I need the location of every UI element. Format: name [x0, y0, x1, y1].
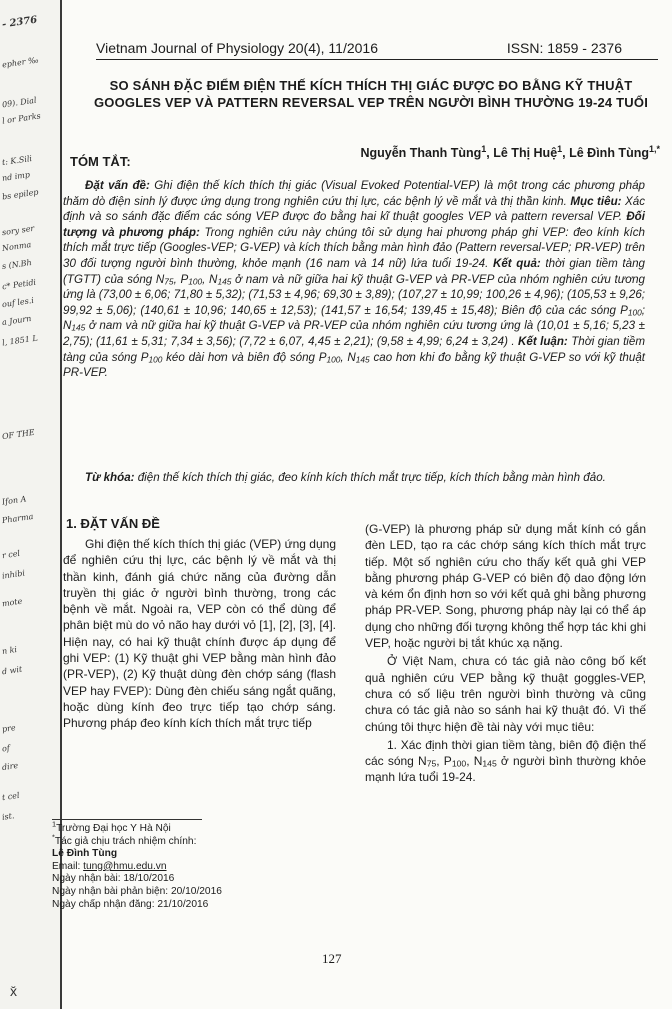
- issn: ISSN: 1859 - 2376: [506, 40, 622, 56]
- footnote-reviewed: Ngày nhận bài phản biện: 20/10/2016: [52, 885, 222, 897]
- subscript: 100: [627, 307, 642, 318]
- strip-fragment: dire: [1, 760, 19, 773]
- abstract-text: kéo dài hơn và biên độ sóng P: [162, 350, 327, 364]
- abstract-heading: TÓM TẮT:: [70, 154, 131, 169]
- strip-fragment: c* Petidi: [1, 277, 37, 292]
- right-column: [365, 521, 646, 788]
- left-column: [63, 536, 336, 734]
- strip-fragment: Pharma: [1, 511, 34, 526]
- strip-fragment: ouf les.i: [1, 295, 35, 310]
- footnote-text: Tác giả chịu trách nhiệm chính:: [54, 835, 197, 847]
- strip-fragment: sory ser: [1, 223, 35, 238]
- subscript: 145: [71, 323, 86, 333]
- abstract-text: , N: [340, 350, 356, 364]
- strip-fragment: nd imp: [1, 170, 31, 183]
- strip-fragment: t: K.Sili: [1, 153, 33, 168]
- objective-text: , N: [466, 754, 483, 769]
- label-aim: Mục tiêu:: [570, 194, 622, 208]
- strip-fragment: d wit: [1, 664, 23, 677]
- footnote-affiliation: [52, 819, 342, 836]
- strip-fragment: OF THE: [1, 427, 36, 442]
- author-name: Lê Đình Tùng: [569, 146, 649, 160]
- label-result: Kết quả:: [492, 256, 541, 270]
- author-separator: ,: [562, 146, 570, 160]
- objective-text: 1. Xác định thời gian tiềm tàng, biên độ điện thế các sóng N: [365, 737, 646, 769]
- strip-fragment: n ki: [1, 644, 18, 657]
- abstract-text: Thời gian tiềm tàng của sóng P: [63, 334, 645, 364]
- abstract-text: , P: [173, 272, 189, 286]
- strip-fragment: bs epilep: [1, 187, 39, 202]
- footnote-divider: [52, 819, 202, 820]
- body-paragraph: Ở Việt Nam, chưa có tác giả nào công bố kết quả nghiên cứu VEP bằng kỹ thuật goggles-VEP, chưa có số liệu trên người bình thường và cũng chưa có tác giả nào so sánh hai kỹ thuật đó. Vì thế chúng tôi thực hiện đề tài này với mục tiêu:: [365, 654, 646, 734]
- body-paragraph: (G-VEP) là phương pháp sử dụng mắt kính có gắn đèn LED, tạo ra các chớp sáng kích thích mắt trực tiếp. Một số nghiên cứu cho thấy kết quả ghi VEP bằng phương pháp G-VEP có biên độ dao động lớn và kém ổn định hơn so với kết quả ghi bằng phương pháp PR-VEP. Song, phương pháp này lại có thể áp dụng cho những đối tượng không thể hợp tác khi ghi VEP, hoặc người bị tắt khúc xạ nặng.: [365, 522, 646, 651]
- affiliation-mark: 1: [481, 143, 487, 154]
- abstract-text: ; N: [63, 303, 645, 333]
- footnote-text: Trường Đại học Y Hà Nội: [56, 823, 171, 834]
- running-header: [96, 39, 658, 60]
- subscript: 75: [426, 758, 437, 769]
- footnote-accepted: Ngày chấp nhận đăng: 21/10/2016: [52, 898, 209, 910]
- strip-fragment: - 2376: [1, 14, 38, 31]
- affiliation-mark: 1,*: [648, 143, 660, 154]
- strip-fragment: ist.: [1, 811, 15, 822]
- footnote-mark: *: [52, 832, 55, 842]
- strip-fragment: inhibi: [1, 568, 26, 581]
- strip-fragment: pre: [1, 723, 17, 734]
- strip-fragment: t cel: [1, 790, 21, 803]
- strip-fragment: Ifon A: [1, 494, 27, 507]
- abstract-text: ở nam và nữ giữa hai kỹ thuật G-VEP và PR-VEP của nhóm nghiên cứu tương ứng là (73,00 ± 6,06; 71,80 ± 5,32); (71,53 ± 4,96; 69,30 ± 3,89); (107,27 ± 10,99; 100,26 ± 4,96); (105,53 ± 9,26; 99,92 ± 5,06); (140,61 ± 10,96; 140,65 ± 12,53); (141,57 ± 16,54; 139,45 ± 15,48); Biên độ của các sóng P: [63, 272, 645, 317]
- label-background: Đặt vấn đề:: [85, 179, 150, 192]
- abstract-text: thời gian tiềm tàng (TGTT) của sóng N: [63, 256, 646, 286]
- strip-fragment: epher ‰: [1, 55, 40, 70]
- abstract-text: Trong nghiên cứu này chúng tôi sử dụng hai phương pháp ghi VEP: đeo kính kích thích mắt trực tiếp (Googles-VEP; G-VEP) và kích thích bằng màn hình đảo (Pattern reversal-VEP; PR-VEP) trên 30 đối tượng người bình thường, khỏe mạnh (16 nam và 14 nữ) lứa tuổi 19-24.: [63, 225, 645, 270]
- corner-mark: x̆: [10, 983, 17, 999]
- author-list: [260, 145, 660, 161]
- keywords-text: điện thế kích thích thị giác, đeo kính kích thích mắt trực tiếp, kích thích bằng màn hình đảo.: [134, 471, 606, 484]
- footnotes: [52, 819, 342, 911]
- subscript: 145: [482, 758, 497, 769]
- email-label: Email:: [52, 860, 84, 872]
- abstract-text: ở nam và nữ giữa hai kỹ thuật G-VEP và PR-VEP của nhóm nghiên cứu tương ứng là (10,01 ± 5,16; 5,23 ± 2,75); (11,61 ± 5,31; 7,34 ± 3,56); (7,72 ± 6,07, 4,45 ± 2,21); (9,58 ± 4,99; 6,24 ± 3,24) .: [63, 319, 645, 348]
- article-title: SO SÁNH ĐẶC ĐIỂM ĐIỆN THẾ KÍCH THÍCH THỊ GIÁC ĐƯỢC ĐO BẰNG KỸ THUẬT GOOGLES VEP VÀ PATTERN REVERSAL VEP TRÊN NGƯỜI BÌNH THƯỜNG 19-24 TUỔI: [93, 78, 649, 110]
- objective-item: [365, 737, 646, 786]
- strip-fragment: l, 1851 L: [1, 333, 39, 348]
- author-name: Nguyễn Thanh Tùng: [360, 146, 482, 160]
- label-method: Đối tượng và phương pháp:: [63, 210, 645, 239]
- strip-fragment: mote: [1, 596, 23, 609]
- abstract-body: [63, 178, 645, 381]
- footnote-received: Ngày nhận bài: 18/10/2016: [52, 873, 175, 885]
- strip-fragment: of: [1, 743, 11, 754]
- subscript: 100: [451, 758, 467, 769]
- strip-fragment: l or Parks: [1, 111, 42, 126]
- strip-fragment: r cel: [1, 548, 21, 561]
- page-number: 127: [322, 951, 342, 966]
- keywords-label: Từ khóa:: [85, 471, 135, 484]
- strip-fragment: Nonma: [1, 240, 32, 254]
- strip-fragment: s (N.Bh: [1, 257, 33, 272]
- author-separator: ,: [486, 146, 494, 160]
- subscript: 100: [326, 354, 341, 365]
- abstract-text: Ghi điện thế kích thích thị giác (Visual Evoked Potential-VEP) là một trong các phương pháp thăm dò điện sinh lý được ứng dụng trong nghiên cứu thị lực, các bệnh lý về mắt và thị thần kinh.: [63, 179, 645, 208]
- abstract-paragraph: [63, 178, 645, 381]
- footnote-author: Lê Đình Tùng: [52, 848, 118, 860]
- footnote-mark: 1: [52, 819, 57, 829]
- affiliation-mark: 1: [557, 143, 563, 154]
- strip-fragment: 09). Dial: [1, 95, 38, 110]
- subscript: 100: [148, 354, 163, 365]
- objective-text: ở người bình thường khỏe mạnh lứa tuổi 19-24.: [365, 754, 647, 785]
- section-heading: 1. ĐẶT VẤN ĐỀ: [66, 516, 160, 531]
- subscript: 100: [188, 276, 203, 287]
- subscript: 145: [355, 354, 370, 365]
- abstract-text: cao hơn khi đo bằng kỹ thuật G-VEP so với kỹ thuật PR-VEP.: [63, 350, 645, 380]
- email-link[interactable]: tung@hmu.edu.vn: [83, 860, 167, 872]
- footnote-corresponding: [52, 832, 342, 849]
- keywords: [63, 470, 645, 486]
- subscript: 75: [164, 276, 174, 287]
- footnote-email: [52, 861, 342, 874]
- body-paragraph: Ghi điện thế kích thích thị giác (VEP) ứng dụng để nghiên cứu thị lực, các bệnh lý về mắt và thị thần kinh, đánh giá chức năng của đường dẫn truyền thị giác ở người bình thường, trong các bệnh về mắt. Ngoài ra, VEP còn có thể dùng để phân biệt mù do vỏ não hay dưới vỏ [1], [2], [3], [4]. Hiện nay, có hai kỹ thuật chính được áp dụng để ghi VEP: (1) Kỹ thuật ghi VEP bằng màn hình đảo (PR-VEP), (2) Kỹ thuật dùng đèn chớp sáng (flash VEP hay FVEP): Dùng đèn chiếu sáng ngắt quãng, hoặc dùng kính đeo trực tiếp tạo chớp sáng. Phương pháp đeo kính kích thích mắt trực tiếp: [63, 537, 336, 731]
- objective-text: , P: [436, 754, 452, 769]
- strip-fragment: a Journ: [1, 313, 32, 328]
- author-name: Lê Thị Huệ: [493, 146, 558, 160]
- abstract-text: Xác định và so sánh đặc điểm các sóng VEP được đo bằng hai kĩ thuật googles VEP và pattern reversal VEP.: [63, 194, 645, 224]
- journal-name: Vietnam Journal of Physiology 20(4), 11/2016: [96, 40, 378, 56]
- subscript: 145: [217, 276, 232, 287]
- abstract-text: , N: [202, 272, 218, 286]
- label-conclusion: Kết luận:: [518, 334, 568, 348]
